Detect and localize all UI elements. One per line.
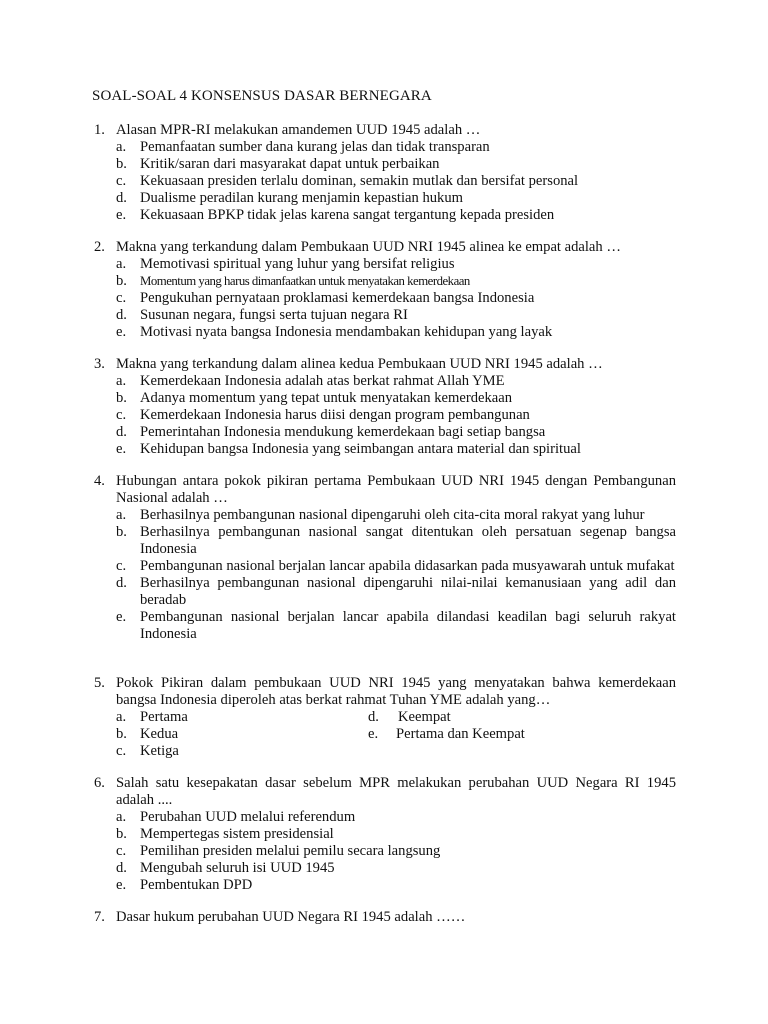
option-e: e. Pembentukan DPD [116, 877, 253, 893]
option-e: e. Kekuasaan BPKP tidak jelas karena sangat tergantung kepada presiden [116, 207, 555, 223]
option-list [94, 139, 676, 224]
option-e: e. Kehidupan bangsa Indonesia yang seimbangan antara material dan spiritual [116, 441, 581, 457]
option-b: b. Adanya momentum yang tepat untuk menyatakan kemerdekaan [116, 390, 513, 406]
question-6 [94, 775, 676, 894]
question-text: Makna yang terkandung dalam Pembukaan UUD NRI 1945 alinea ke empat adalah … [116, 239, 621, 255]
question-1 [94, 122, 676, 224]
option-c: c. Ketiga [116, 743, 179, 759]
question-text: Hubungan antara pokok pikiran pertama Pembukaan UUD NRI 1945 dengan Pembangunan Nasional adalah … [116, 473, 676, 506]
option-a: a. Pemanfaatan sumber dana kurang jelas dan tidak transparan [116, 139, 490, 155]
question-text: Pokok Pikiran dalam pembukaan UUD NRI 1945 yang menyatakan bahwa kemerdekaan bangsa Indonesia diperoleh atas berkat rahmat Tuhan YME adalah yang… [116, 675, 676, 708]
option-d: d. Keempat [368, 709, 451, 725]
option-c: c. Pemilihan presiden melalui pemilu secara langsung [116, 843, 441, 859]
option-b: b. Berhasilnya pembangunan nasional sangat ditentukan oleh persatuan segenap bangsa Indonesia [116, 524, 676, 557]
question-text: Salah satu kesepakatan dasar sebelum MPR melakukan perubahan UUD Negara RI 1945 adalah .... [116, 775, 676, 808]
question-number: 7. [94, 909, 105, 925]
option-a: a. Berhasilnya pembangunan nasional dipengaruhi oleh cita-cita moral rakyat yang luhur [116, 507, 645, 523]
question-2 [94, 239, 676, 341]
question-number: 6. [94, 775, 105, 791]
question-text: Dasar hukum perubahan UUD Negara RI 1945 adalah …… [116, 909, 466, 925]
question-number: 5. [94, 675, 105, 691]
option-d: d. Dualisme peradilan kurang menjamin kepastian hukum [116, 190, 464, 206]
option-d: d. Berhasilnya pembangunan nasional dipengaruhi nilai-nilai kemanusiaan yang adil dan beradab [116, 575, 676, 608]
option-e: e. Pertama dan Keempat [368, 726, 525, 742]
question-text: Makna yang terkandung dalam alinea kedua Pembukaan UUD NRI 1945 adalah … [116, 356, 603, 372]
option-list [94, 709, 676, 760]
option-list [94, 809, 676, 894]
option-a: a. Pertama [116, 709, 188, 725]
option-c: c. Kemerdekaan Indonesia harus diisi dengan program pembangunan [116, 407, 530, 423]
option-e: e. Pembangunan nasional berjalan lancar apabila dilandasi keadilan bagi seluruh rakyat Indonesia [116, 609, 676, 642]
option-b: b. Mempertegas sistem presidensial [116, 826, 334, 842]
option-column-left [94, 709, 354, 760]
question-number: 1. [94, 122, 105, 138]
option-list [94, 507, 676, 643]
question-3 [94, 356, 676, 458]
option-d: d. Susunan negara, fungsi serta tujuan negara RI [116, 307, 408, 323]
question-5 [94, 675, 676, 760]
page-title: SOAL-SOAL 4 KONSENSUS DASAR BERNEGARA [92, 88, 432, 104]
option-b: b. Kritik/saran dari masyarakat dapat untuk perbaikan [116, 156, 440, 172]
option-column-right [346, 709, 606, 743]
option-a: a. Perubahan UUD melalui referendum [116, 809, 356, 825]
option-b: b. Momentum yang harus dimanfaatkan untuk menyatakan kemerdekaan [116, 273, 470, 289]
option-a: a. Memotivasi spiritual yang luhur yang bersifat religius [116, 256, 455, 272]
option-list [94, 373, 676, 458]
question-text: Alasan MPR-RI melakukan amandemen UUD 1945 adalah … [116, 122, 481, 138]
question-7 [94, 909, 676, 926]
question-number: 2. [94, 239, 105, 255]
option-c: c. Kekuasaan presiden terlalu dominan, semakin mutlak dan bersifat personal [116, 173, 579, 189]
option-b: b. Kedua [116, 726, 179, 742]
option-a: a. Kemerdekaan Indonesia adalah atas berkat rahmat Allah YME [116, 373, 505, 389]
option-c: c. Pengukuhan pernyataan proklamasi kemerdekaan bangsa Indonesia [116, 290, 535, 306]
question-4 [94, 473, 676, 643]
option-c: c. Pembangunan nasional berjalan lancar apabila didasarkan pada musyawarah untuk mufakat [116, 558, 675, 574]
option-list [94, 256, 676, 341]
option-d: d. Mengubah seluruh isi UUD 1945 [116, 860, 335, 876]
question-number: 4. [94, 473, 105, 489]
option-e: e. Motivasi nyata bangsa Indonesia mendambakan kehidupan yang layak [116, 324, 553, 340]
option-d: d. Pemerintahan Indonesia mendukung kemerdekaan bagi setiap bangsa [116, 424, 546, 440]
question-number: 3. [94, 356, 105, 372]
